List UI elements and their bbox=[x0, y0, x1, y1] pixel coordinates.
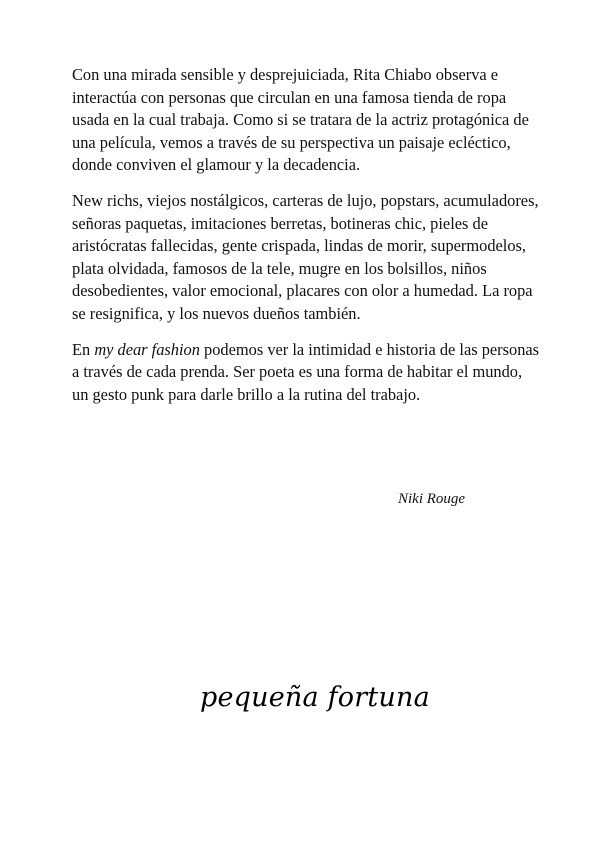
publisher-logo-text: pequeña fortuna bbox=[200, 682, 430, 713]
author-signature: Niki Rouge bbox=[398, 491, 466, 507]
blurb-paragraph-3 bbox=[72, 339, 542, 407]
blurb-text bbox=[72, 64, 542, 419]
publisher-logo bbox=[198, 676, 430, 726]
blurb-paragraph-1: Con una mirada sensible y desprejuiciada, Rita Chiabo observa e interactúa con personas que circulan en una famosa tienda de ropa usada en la cual trabaja. Como si se tratara de la actriz protagónica de una película, vemos a través de su perspectiva un paisaje ecléctico, donde conviven el glamour y la decadencia. bbox=[72, 65, 529, 175]
book-title: my dear fashion bbox=[94, 339, 200, 359]
blurb-paragraph-2: New richs, viejos nostálgicos, carteras de lujo, popstars, acumuladores, señoras paquetas, imitaciones berretas, botineras chic, pieles de aristócratas fallecidas, gente crispada, lindas de morir, supermodelos, plata olvidada, famosos de la tele, mugre en los bolsillos, niños desobedientes, valor emocional, placares con olor a humedad. La ropa se resignifica, y los nuevos dueños también. bbox=[72, 190, 539, 323]
paragraph-3-lead: En bbox=[72, 339, 95, 359]
paragraph-3-rest: podemos ver la intimidad e historia de las personas a través de cada prenda. Ser poeta es una forma de habitar el mundo, un gesto punk para darle brillo a la rutina del trabajo. bbox=[72, 339, 540, 404]
